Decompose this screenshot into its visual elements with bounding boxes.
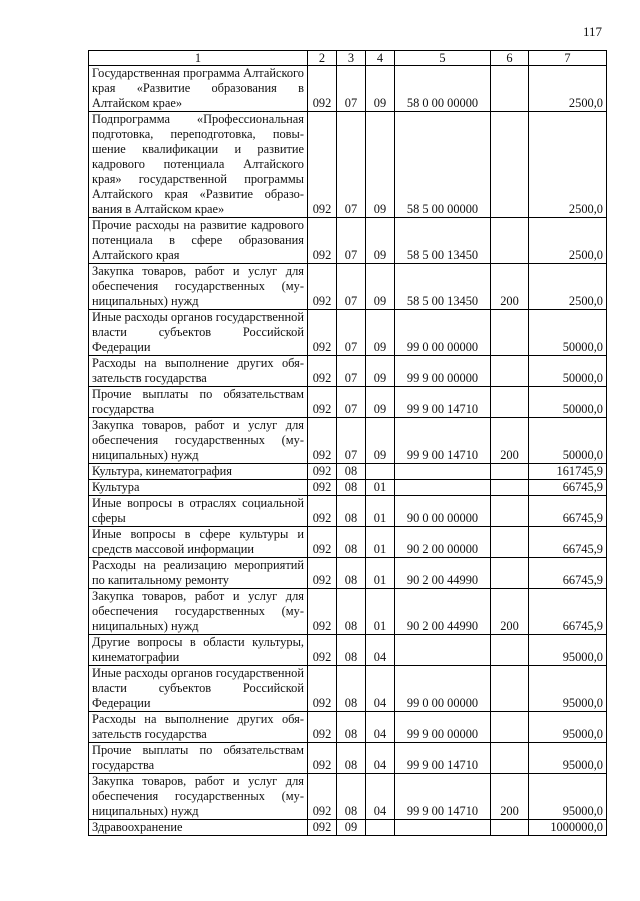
budget-table bbox=[88, 50, 607, 836]
target-article-cell: 90 2 00 44990 bbox=[395, 558, 491, 589]
ministry-code-cell: 092 bbox=[308, 387, 337, 418]
subsection-code-cell: 04 bbox=[366, 774, 395, 820]
table-row bbox=[89, 264, 607, 310]
table-row bbox=[89, 464, 607, 480]
table-row bbox=[89, 743, 607, 774]
table-row bbox=[89, 635, 607, 666]
table-row bbox=[89, 666, 607, 712]
target-article-cell bbox=[395, 480, 491, 496]
row-name-cell: Иные расходы органов государственной власти субъектов Российской Федерации bbox=[89, 310, 308, 356]
ministry-code-cell: 092 bbox=[308, 464, 337, 480]
ministry-code-cell: 092 bbox=[308, 743, 337, 774]
expense-type-cell bbox=[491, 666, 529, 712]
expense-type-cell bbox=[491, 464, 529, 480]
section-code-cell: 08 bbox=[337, 589, 366, 635]
row-name-cell: Здравоохранение bbox=[89, 820, 308, 836]
section-code-cell: 08 bbox=[337, 743, 366, 774]
ministry-code-cell: 092 bbox=[308, 820, 337, 836]
subsection-code-cell: 01 bbox=[366, 480, 395, 496]
row-name-cell: Закупка товаров, работ и услуг для обеспечения государственных (муниципальных) нужд bbox=[89, 418, 308, 464]
subsection-code-cell: 09 bbox=[366, 264, 395, 310]
amount-cell: 50000,0 bbox=[529, 418, 607, 464]
target-article-cell: 90 2 00 00000 bbox=[395, 527, 491, 558]
amount-cell: 95000,0 bbox=[529, 635, 607, 666]
row-name-cell: Закупка товаров, работ и услуг для обеспечения государственных (муниципальных) нужд bbox=[89, 774, 308, 820]
row-name-cell: Иные вопросы в отраслях социальной сферы bbox=[89, 496, 308, 527]
row-name-cell: Подпрограмма «Профессиональная подготовка, переподготовка, повышение квалификации и развитие кадрового потенциала Алтайского края» государственной программы Алтайского края «Развитие образования в Алтайском крае» bbox=[89, 112, 308, 218]
amount-cell: 66745,9 bbox=[529, 527, 607, 558]
subsection-code-cell: 01 bbox=[366, 558, 395, 589]
section-code-cell: 07 bbox=[337, 66, 366, 112]
section-code-cell: 08 bbox=[337, 666, 366, 712]
row-name-cell: Культура bbox=[89, 480, 308, 496]
section-code-cell: 08 bbox=[337, 635, 366, 666]
expense-type-cell bbox=[491, 820, 529, 836]
subsection-code-cell bbox=[366, 820, 395, 836]
subsection-code-cell: 09 bbox=[366, 66, 395, 112]
amount-cell: 2500,0 bbox=[529, 264, 607, 310]
table-row bbox=[89, 558, 607, 589]
ministry-code-cell: 092 bbox=[308, 666, 337, 712]
section-code-cell: 08 bbox=[337, 464, 366, 480]
target-article-cell: 99 9 00 14710 bbox=[395, 387, 491, 418]
target-article-cell bbox=[395, 635, 491, 666]
table-row bbox=[89, 774, 607, 820]
amount-cell: 1000000,0 bbox=[529, 820, 607, 836]
subsection-code-cell: 01 bbox=[366, 589, 395, 635]
expense-type-cell bbox=[491, 635, 529, 666]
ministry-code-cell: 092 bbox=[308, 774, 337, 820]
amount-cell: 50000,0 bbox=[529, 387, 607, 418]
target-article-cell: 58 5 00 13450 bbox=[395, 264, 491, 310]
amount-cell: 2500,0 bbox=[529, 66, 607, 112]
target-article-cell: 90 2 00 44990 bbox=[395, 589, 491, 635]
expense-type-cell bbox=[491, 496, 529, 527]
section-code-cell: 08 bbox=[337, 480, 366, 496]
target-article-cell: 58 5 00 00000 bbox=[395, 112, 491, 218]
column-header: 7 bbox=[529, 51, 607, 66]
target-article-cell: 58 5 00 13450 bbox=[395, 218, 491, 264]
subsection-code-cell: 09 bbox=[366, 418, 395, 464]
column-header: 2 bbox=[308, 51, 337, 66]
expense-type-cell bbox=[491, 558, 529, 589]
target-article-cell: 58 0 00 00000 bbox=[395, 66, 491, 112]
table-row bbox=[89, 480, 607, 496]
section-code-cell: 07 bbox=[337, 418, 366, 464]
target-article-cell: 99 9 00 00000 bbox=[395, 356, 491, 387]
column-header: 6 bbox=[491, 51, 529, 66]
ministry-code-cell: 092 bbox=[308, 635, 337, 666]
section-code-cell: 07 bbox=[337, 310, 366, 356]
amount-cell: 50000,0 bbox=[529, 356, 607, 387]
expense-type-cell bbox=[491, 112, 529, 218]
table-row bbox=[89, 712, 607, 743]
subsection-code-cell bbox=[366, 464, 395, 480]
table-row bbox=[89, 496, 607, 527]
row-name-cell: Другие вопросы в области культуры, кинематографии bbox=[89, 635, 308, 666]
row-name-cell: Закупка товаров, работ и услуг для обеспечения государственных (муниципальных) нужд bbox=[89, 264, 308, 310]
section-code-cell: 07 bbox=[337, 387, 366, 418]
expense-type-cell bbox=[491, 480, 529, 496]
column-header: 3 bbox=[337, 51, 366, 66]
row-name-cell: Иные расходы органов государственной власти субъектов Российской Федерации bbox=[89, 666, 308, 712]
target-article-cell: 99 0 00 00000 bbox=[395, 310, 491, 356]
row-name-cell: Иные вопросы в сфере культуры и средств массовой информации bbox=[89, 527, 308, 558]
row-name-cell: Закупка товаров, работ и услуг для обеспечения государственных (муниципальных) нужд bbox=[89, 589, 308, 635]
section-code-cell: 07 bbox=[337, 112, 366, 218]
expense-type-cell bbox=[491, 66, 529, 112]
row-name-cell: Прочие расходы на развитие кадрового потенциала в сфере образования Алтайского края bbox=[89, 218, 308, 264]
target-article-cell: 99 9 00 14710 bbox=[395, 418, 491, 464]
column-header: 5 bbox=[395, 51, 491, 66]
subsection-code-cell: 09 bbox=[366, 310, 395, 356]
subsection-code-cell: 04 bbox=[366, 635, 395, 666]
ministry-code-cell: 092 bbox=[308, 356, 337, 387]
amount-cell: 161745,9 bbox=[529, 464, 607, 480]
amount-cell: 95000,0 bbox=[529, 712, 607, 743]
table-row bbox=[89, 589, 607, 635]
section-code-cell: 09 bbox=[337, 820, 366, 836]
ministry-code-cell: 092 bbox=[308, 310, 337, 356]
row-name-cell: Расходы на выполнение других обязательств государства bbox=[89, 356, 308, 387]
ministry-code-cell: 092 bbox=[308, 712, 337, 743]
expense-type-cell bbox=[491, 218, 529, 264]
amount-cell: 66745,9 bbox=[529, 496, 607, 527]
column-header: 4 bbox=[366, 51, 395, 66]
amount-cell: 66745,9 bbox=[529, 558, 607, 589]
expense-type-cell bbox=[491, 527, 529, 558]
ministry-code-cell: 092 bbox=[308, 66, 337, 112]
section-code-cell: 08 bbox=[337, 712, 366, 743]
amount-cell: 95000,0 bbox=[529, 774, 607, 820]
ministry-code-cell: 092 bbox=[308, 112, 337, 218]
ministry-code-cell: 092 bbox=[308, 527, 337, 558]
expense-type-cell bbox=[491, 743, 529, 774]
section-code-cell: 07 bbox=[337, 264, 366, 310]
amount-cell: 50000,0 bbox=[529, 310, 607, 356]
ministry-code-cell: 092 bbox=[308, 496, 337, 527]
ministry-code-cell: 092 bbox=[308, 218, 337, 264]
row-name-cell: Государственная программа Алтайского края «Развитие образования в Алтайском крае» bbox=[89, 66, 308, 112]
subsection-code-cell: 09 bbox=[366, 112, 395, 218]
expense-type-cell bbox=[491, 310, 529, 356]
ministry-code-cell: 092 bbox=[308, 480, 337, 496]
ministry-code-cell: 092 bbox=[308, 558, 337, 589]
expense-type-cell: 200 bbox=[491, 589, 529, 635]
section-code-cell: 08 bbox=[337, 774, 366, 820]
row-name-cell: Расходы на выполнение других обязательств государства bbox=[89, 712, 308, 743]
subsection-code-cell: 01 bbox=[366, 496, 395, 527]
section-code-cell: 07 bbox=[337, 218, 366, 264]
amount-cell: 2500,0 bbox=[529, 218, 607, 264]
table-row bbox=[89, 112, 607, 218]
section-code-cell: 08 bbox=[337, 558, 366, 589]
amount-cell: 66745,9 bbox=[529, 589, 607, 635]
expense-type-cell: 200 bbox=[491, 774, 529, 820]
header-row bbox=[89, 51, 607, 66]
expense-type-cell bbox=[491, 712, 529, 743]
amount-cell: 2500,0 bbox=[529, 112, 607, 218]
target-article-cell bbox=[395, 820, 491, 836]
expense-type-cell: 200 bbox=[491, 418, 529, 464]
section-code-cell: 08 bbox=[337, 496, 366, 527]
table-row bbox=[89, 310, 607, 356]
ministry-code-cell: 092 bbox=[308, 589, 337, 635]
subsection-code-cell: 01 bbox=[366, 527, 395, 558]
table-row bbox=[89, 356, 607, 387]
target-article-cell: 99 0 00 00000 bbox=[395, 666, 491, 712]
row-name-cell: Расходы на реализацию мероприятий по капитальному ремонту bbox=[89, 558, 308, 589]
row-name-cell: Культура, кинематография bbox=[89, 464, 308, 480]
ministry-code-cell: 092 bbox=[308, 418, 337, 464]
table-row bbox=[89, 527, 607, 558]
expense-type-cell: 200 bbox=[491, 264, 529, 310]
subsection-code-cell: 04 bbox=[366, 712, 395, 743]
amount-cell: 95000,0 bbox=[529, 743, 607, 774]
subsection-code-cell: 04 bbox=[366, 743, 395, 774]
row-name-cell: Прочие выплаты по обязательствам государства bbox=[89, 743, 308, 774]
row-name-cell: Прочие выплаты по обязательствам государства bbox=[89, 387, 308, 418]
expense-type-cell bbox=[491, 387, 529, 418]
subsection-code-cell: 09 bbox=[366, 387, 395, 418]
page-number: 117 bbox=[583, 24, 603, 39]
section-code-cell: 08 bbox=[337, 527, 366, 558]
expense-type-cell bbox=[491, 356, 529, 387]
table-row bbox=[89, 66, 607, 112]
amount-cell: 95000,0 bbox=[529, 666, 607, 712]
target-article-cell: 99 9 00 14710 bbox=[395, 743, 491, 774]
amount-cell: 66745,9 bbox=[529, 480, 607, 496]
ministry-code-cell: 092 bbox=[308, 264, 337, 310]
section-code-cell: 07 bbox=[337, 356, 366, 387]
column-header: 1 bbox=[89, 51, 308, 66]
target-article-cell bbox=[395, 464, 491, 480]
subsection-code-cell: 04 bbox=[366, 666, 395, 712]
subsection-code-cell: 09 bbox=[366, 356, 395, 387]
table-row bbox=[89, 820, 607, 836]
subsection-code-cell: 09 bbox=[366, 218, 395, 264]
target-article-cell: 99 9 00 00000 bbox=[395, 712, 491, 743]
table-row bbox=[89, 418, 607, 464]
target-article-cell: 99 9 00 14710 bbox=[395, 774, 491, 820]
table-row bbox=[89, 218, 607, 264]
target-article-cell: 90 0 00 00000 bbox=[395, 496, 491, 527]
table-row bbox=[89, 387, 607, 418]
